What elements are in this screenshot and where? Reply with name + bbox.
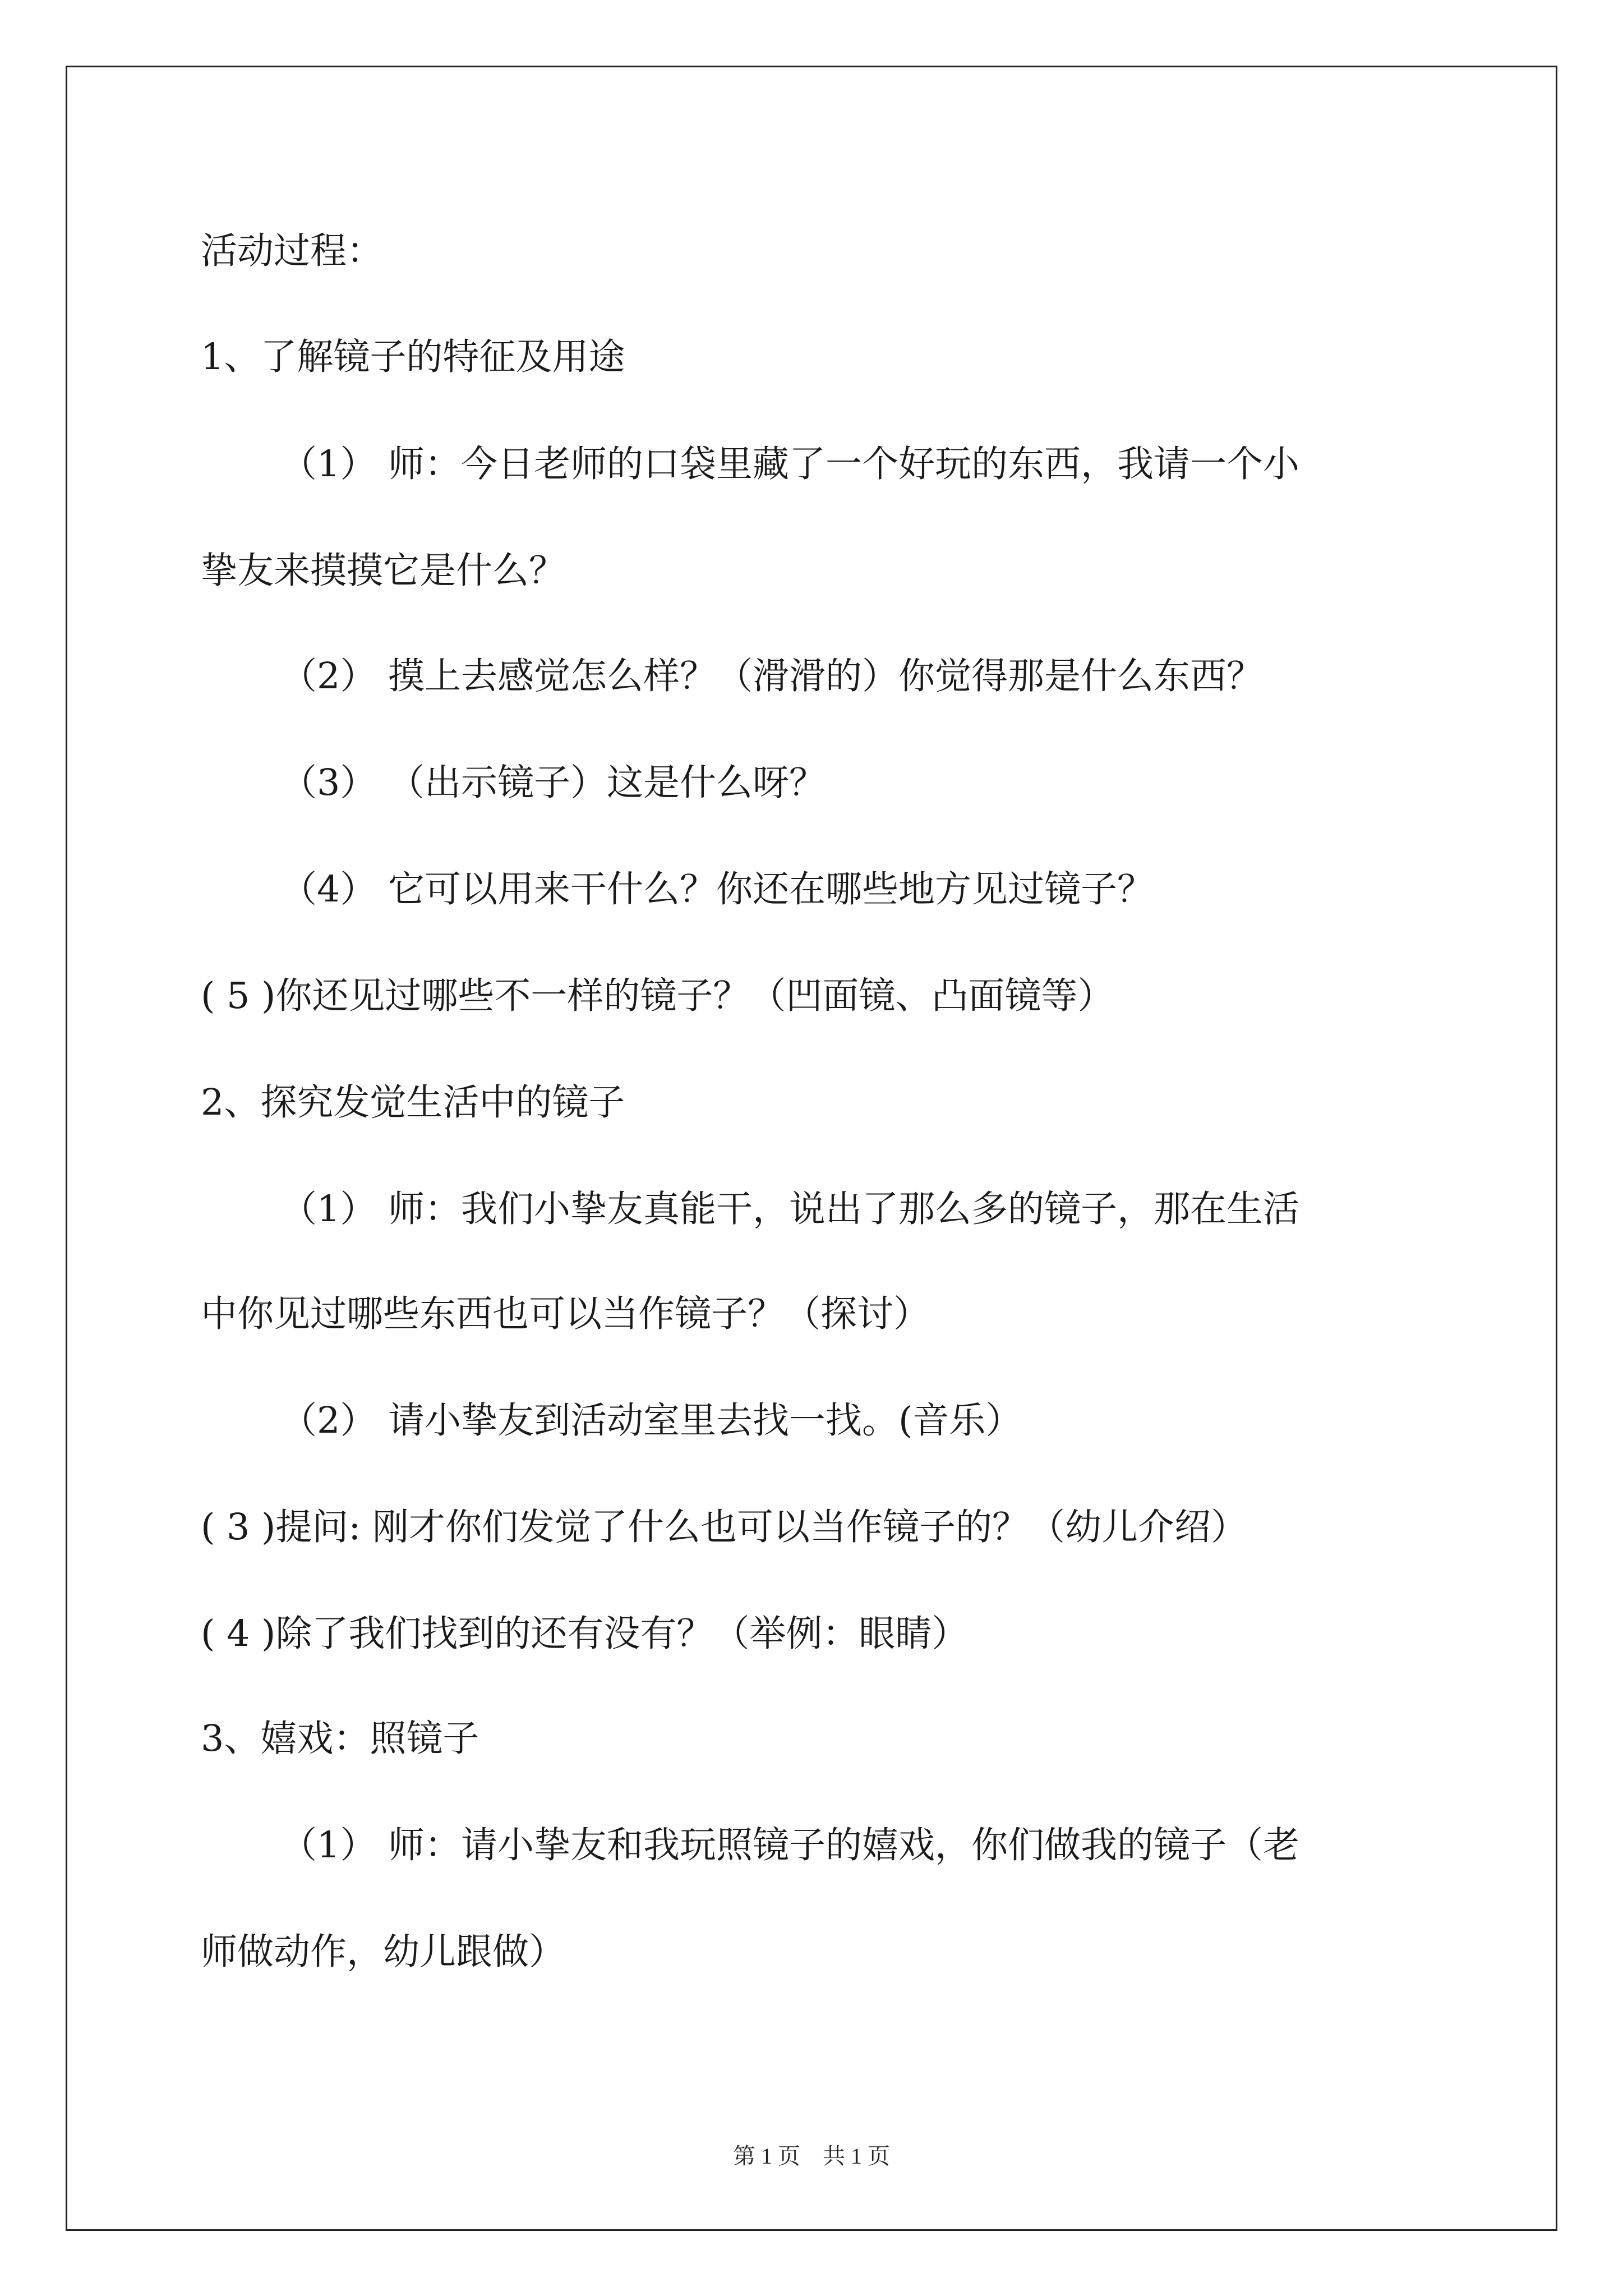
section-heading: 活动过程： <box>201 230 384 272</box>
page-border <box>66 66 1557 2231</box>
paragraph-line: （4） 它可以用来干什么？你还在哪些地方见过镜子？ <box>280 868 1154 910</box>
paragraph-line: （1） 师：今日老师的口袋里藏了一个好玩的东西，我请一个小 <box>280 443 1300 485</box>
paragraph-line: （1） 师：我们小挚友真能干，说出了那么多的镜子，那在生活 <box>280 1188 1300 1230</box>
subsection-heading-2: 2、探究发觉生活中的镜子 <box>201 1082 625 1124</box>
paragraph-line: ( 5 )你还见过哪些不一样的镜子？（凹面镜、凸面镜等） <box>201 975 1114 1017</box>
paragraph-line: （3） （出示镜子）这是什么呀？ <box>280 762 826 804</box>
paragraph-line: ( 4 )除了我们找到的还有没有？（举例：眼睛） <box>201 1613 969 1655</box>
paragraph-line: 师做动作，幼儿跟做） <box>201 1931 566 1973</box>
subsection-heading-1: 1、了解镜子的特征及用途 <box>201 336 625 378</box>
paragraph-line: （2） 摸上去感觉怎么样？（滑滑的）你觉得那是什么东西？ <box>280 655 1264 697</box>
page-footer: 第 1 页 共 1 页 <box>733 2143 890 2169</box>
subsection-heading-3: 3、嬉戏：照镜子 <box>201 1718 479 1760</box>
paragraph-line: ( 3 )提问: 刚才你们发觉了什么也可以当作镜子的？（幼儿介绍） <box>201 1506 1247 1548</box>
paragraph-line: （2） 请小挚友到活动室里去找一找。(音乐） <box>280 1400 1022 1442</box>
paragraph-line: （1） 师：请小挚友和我玩照镜子的嬉戏，你们做我的镜子（老 <box>280 1824 1300 1866</box>
paragraph-line: 挚友来摸摸它是什么？ <box>201 550 566 592</box>
paragraph-line: 中你见过哪些东西也可以当作镜子？（探讨） <box>201 1293 930 1335</box>
